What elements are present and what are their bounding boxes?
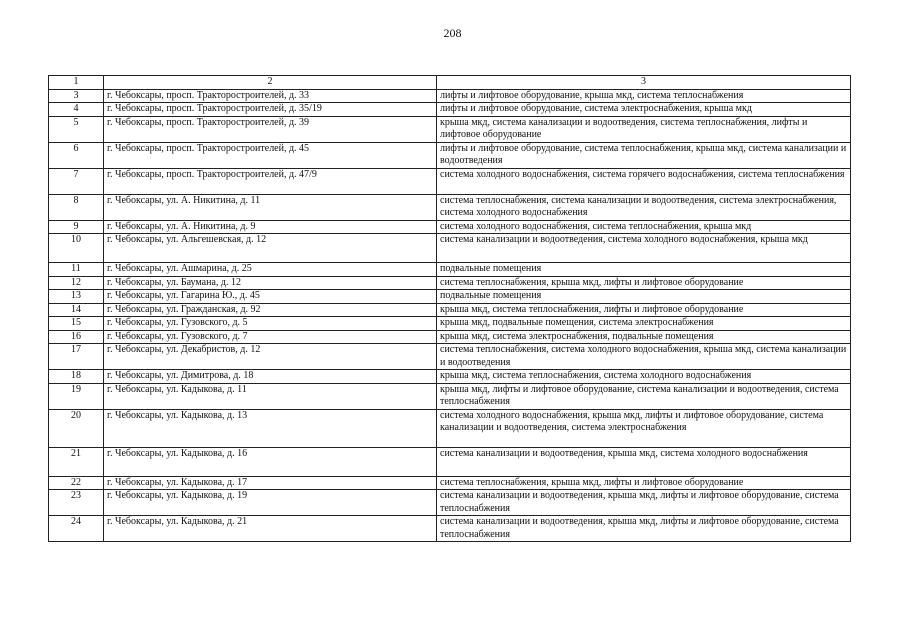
systems-cell: подвальные помещения — [437, 263, 851, 277]
address-cell: г. Чебоксары, ул. Декабристов, д. 12 — [104, 344, 437, 370]
table-row — [49, 234, 851, 263]
systems-cell: система канализации и водоотведения, крыша мкд, лифты и лифтовое оборудование, система теплоснабжения — [437, 490, 851, 516]
page-number: 208 — [443, 26, 462, 40]
registry-table — [48, 75, 851, 542]
systems-cell: система канализации и водоотведения, система холодного водоснабжения, крыша мкд — [437, 234, 851, 263]
systems-cell: крыша мкд, система теплоснабжения, лифты и лифтовое оборудование — [437, 303, 851, 317]
row-number: 7 — [49, 168, 104, 194]
row-number: 22 — [49, 476, 104, 490]
address-cell: г. Чебоксары, ул. Альгешевская, д. 12 — [104, 234, 437, 263]
header-cell: 3 — [437, 76, 851, 90]
table-row — [49, 89, 851, 103]
address-cell: г. Чебоксары, ул. Ашмарина, д. 25 — [104, 263, 437, 277]
address-cell: г. Чебоксары, ул. Кадыкова, д. 11 — [104, 383, 437, 409]
address-cell: г. Чебоксары, ул. Гражданская, д. 92 — [104, 303, 437, 317]
systems-cell: система канализации и водоотведения, крыша мкд, лифты и лифтовое оборудование, система теплоснабжения — [437, 516, 851, 542]
systems-cell: лифты и лифтовое оборудование, система теплоснабжения, крыша мкд, система канализации и водоотведения — [437, 142, 851, 168]
row-number: 5 — [49, 116, 104, 142]
table-row — [49, 383, 851, 409]
row-number: 11 — [49, 263, 104, 277]
systems-cell: система холодного водоснабжения, система теплоснабжения, крыша мкд — [437, 220, 851, 234]
address-cell: г. Чебоксары, просп. Тракторостроителей, д. 39 — [104, 116, 437, 142]
table-row — [49, 276, 851, 290]
table-row — [49, 447, 851, 476]
table-row — [49, 290, 851, 304]
row-number: 12 — [49, 276, 104, 290]
table-row — [49, 409, 851, 447]
address-cell: г. Чебоксары, просп. Тракторостроителей, д. 47/9 — [104, 168, 437, 194]
address-cell: г. Чебоксары, ул. Гузовского, д. 5 — [104, 317, 437, 331]
systems-cell: система холодного водоснабжения, крыша мкд, лифты и лифтовое оборудование, система канализации и водоотведения, система электроснабжения — [437, 409, 851, 447]
header-cell: 1 — [49, 76, 104, 90]
table-row — [49, 516, 851, 542]
row-number: 18 — [49, 370, 104, 384]
systems-cell: система холодного водоснабжения, система горячего водоснабжения, система теплоснабжения — [437, 168, 851, 194]
address-cell: г. Чебоксары, ул. А. Никитина, д. 11 — [104, 194, 437, 220]
systems-cell: крыша мкд, система теплоснабжения, система холодного водоснабжения — [437, 370, 851, 384]
row-number: 16 — [49, 330, 104, 344]
systems-cell: крыша мкд, подвальные помещения, система электроснабжения — [437, 317, 851, 331]
table-row — [49, 194, 851, 220]
systems-cell: система теплоснабжения, система канализации и водоотведения, система электроснабжения, система холодного водоснабжения — [437, 194, 851, 220]
row-number: 13 — [49, 290, 104, 304]
table-row — [49, 317, 851, 331]
systems-cell: система теплоснабжения, система холодного водоснабжения, крыша мкд, система канализации и водоотведения — [437, 344, 851, 370]
address-cell: г. Чебоксары, ул. Гузовского, д. 7 — [104, 330, 437, 344]
row-number: 6 — [49, 142, 104, 168]
row-number: 19 — [49, 383, 104, 409]
systems-cell: крыша мкд, система канализации и водоотведения, система теплоснабжения, лифты и лифтовое оборудование — [437, 116, 851, 142]
systems-cell: крыша мкд, система электроснабжения, подвальные помещения — [437, 330, 851, 344]
address-cell: г. Чебоксары, просп. Тракторостроителей, д. 33 — [104, 89, 437, 103]
row-number: 4 — [49, 103, 104, 117]
row-number: 20 — [49, 409, 104, 447]
row-number: 3 — [49, 89, 104, 103]
table-row — [49, 103, 851, 117]
address-cell: г. Чебоксары, ул. Кадыкова, д. 13 — [104, 409, 437, 447]
address-cell: г. Чебоксары, ул. Кадыкова, д. 16 — [104, 447, 437, 476]
systems-cell: крыша мкд, лифты и лифтовое оборудование, система канализации и водоотведения, система теплоснабжения — [437, 383, 851, 409]
table-row — [49, 303, 851, 317]
table-row — [49, 490, 851, 516]
table-row — [49, 330, 851, 344]
systems-cell: подвальные помещения — [437, 290, 851, 304]
systems-cell: лифты и лифтовое оборудование, крыша мкд, система теплоснабжения — [437, 89, 851, 103]
address-cell: г. Чебоксары, просп. Тракторостроителей, д. 35/19 — [104, 103, 437, 117]
row-number: 17 — [49, 344, 104, 370]
table-row — [49, 370, 851, 384]
address-cell: г. Чебоксары, ул. Кадыкова, д. 19 — [104, 490, 437, 516]
address-cell: г. Чебоксары, ул. Кадыкова, д. 21 — [104, 516, 437, 542]
row-number: 8 — [49, 194, 104, 220]
address-cell: г. Чебоксары, ул. А. Никитина, д. 9 — [104, 220, 437, 234]
address-cell: г. Чебоксары, ул. Димитрова, д. 18 — [104, 370, 437, 384]
table-row — [49, 344, 851, 370]
row-number: 10 — [49, 234, 104, 263]
header-cell: 2 — [104, 76, 437, 90]
row-number: 23 — [49, 490, 104, 516]
systems-cell: система теплоснабжения, крыша мкд, лифты и лифтовое оборудование — [437, 276, 851, 290]
table-row — [49, 476, 851, 490]
address-cell: г. Чебоксары, просп. Тракторостроителей, д. 45 — [104, 142, 437, 168]
table-header-row — [49, 76, 851, 90]
table-row — [49, 220, 851, 234]
table-row — [49, 116, 851, 142]
table-row — [49, 168, 851, 194]
row-number: 24 — [49, 516, 104, 542]
row-number: 14 — [49, 303, 104, 317]
systems-cell: система теплоснабжения, крыша мкд, лифты и лифтовое оборудование — [437, 476, 851, 490]
address-cell: г. Чебоксары, ул. Гагарина Ю., д. 45 — [104, 290, 437, 304]
address-cell: г. Чебоксары, ул. Кадыкова, д. 17 — [104, 476, 437, 490]
systems-cell: лифты и лифтовое оборудование, система электроснабжения, крыша мкд — [437, 103, 851, 117]
table-row — [49, 263, 851, 277]
systems-cell: система канализации и водоотведения, крыша мкд, система холодного водоснабжения — [437, 447, 851, 476]
table-row — [49, 142, 851, 168]
row-number: 9 — [49, 220, 104, 234]
row-number: 15 — [49, 317, 104, 331]
address-cell: г. Чебоксары, ул. Баумана, д. 12 — [104, 276, 437, 290]
row-number: 21 — [49, 447, 104, 476]
